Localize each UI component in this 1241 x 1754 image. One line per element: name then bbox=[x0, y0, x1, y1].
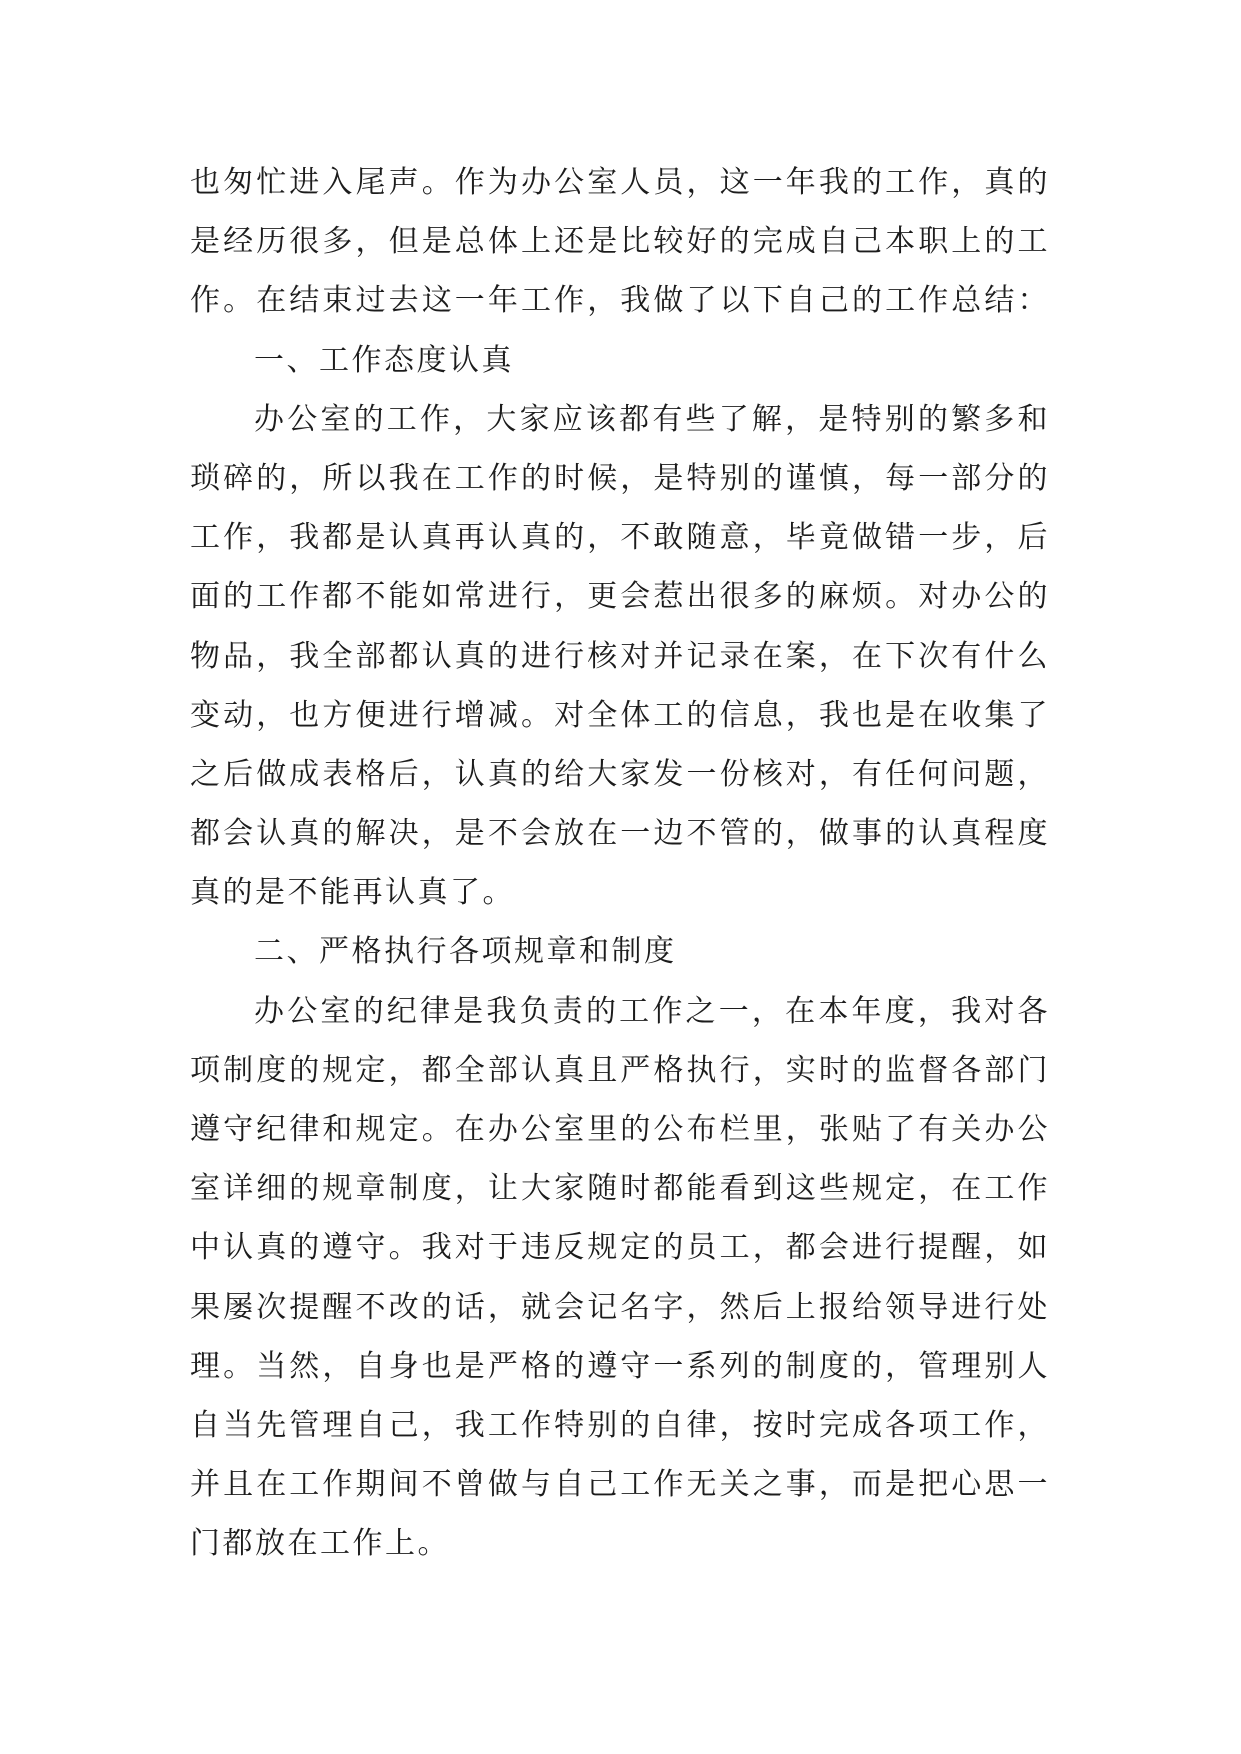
body-line: 琐碎的，所以我在工作的时候，是特别的谨慎，每一部分的 bbox=[190, 460, 1050, 496]
body-line: 作。在结束过去这一年工作，我做了以下自己的工作总结： bbox=[190, 283, 1050, 319]
section-heading-1: 一、工作态度认真 bbox=[254, 342, 514, 378]
body-line: 真的是不能再认真了。 bbox=[190, 875, 515, 911]
body-line: 遵守纪律和规定。在办公室里的公布栏里，张贴了有关办公 bbox=[190, 1112, 1050, 1147]
body-line: 自当先管理自己，我工作特别的自律，按时完成各项工作， bbox=[190, 1407, 1050, 1443]
body-line: 理。当然，自身也是严格的遵守一系列的制度的，管理别人 bbox=[190, 1348, 1050, 1384]
body-line: 项制度的规定，都全部认真且严格执行，实时的监督各部门 bbox=[190, 1052, 1050, 1088]
body-line: 也匆忙进入尾声。作为办公室人员，这一年我的工作，真的 bbox=[190, 165, 1050, 200]
body-line: 都会认真的解决，是不会放在一边不管的，做事的认真程度 bbox=[190, 816, 1050, 852]
body-line: 物品，我全部都认真的进行核对并记录在案，在下次有什么 bbox=[190, 638, 1050, 674]
body-line: 变动，也方便进行增减。对全体工的信息，我也是在收集了 bbox=[190, 697, 1050, 733]
body-line: 之后做成表格后，认真的给大家发一份核对，有任何问题， bbox=[190, 756, 1050, 792]
body-line: 室详细的规章制度，让大家随时都能看到这些规定，在工作 bbox=[190, 1171, 1050, 1207]
body-line: 办公室的纪律是我负责的工作之一，在本年度，我对各 bbox=[254, 993, 1050, 1029]
body-line: 果屡次提醒不改的话，就会记名字，然后上报给领导进行处 bbox=[190, 1289, 1050, 1325]
body-line: 是经历很多，但是总体上还是比较好的完成自己本职上的工 bbox=[190, 224, 1050, 260]
body-line: 面的工作都不能如常进行，更会惹出很多的麻烦。对办公的 bbox=[190, 579, 1050, 615]
body-line: 中认真的遵守。我对于违反规定的员工，都会进行提醒，如 bbox=[190, 1230, 1050, 1266]
body-line: 办公室的工作，大家应该都有些了解，是特别的繁多和 bbox=[254, 401, 1050, 437]
section-heading-2: 二、严格执行各项规章和制度 bbox=[254, 934, 677, 970]
document-body bbox=[190, 153, 1050, 1574]
body-line: 并且在工作期间不曾做与自己工作无关之事，而是把心思一 bbox=[190, 1467, 1050, 1503]
body-line: 门都放在工作上。 bbox=[190, 1526, 450, 1562]
body-line: 工作，我都是认真再认真的，不敢随意，毕竟做错一步，后 bbox=[190, 520, 1050, 556]
